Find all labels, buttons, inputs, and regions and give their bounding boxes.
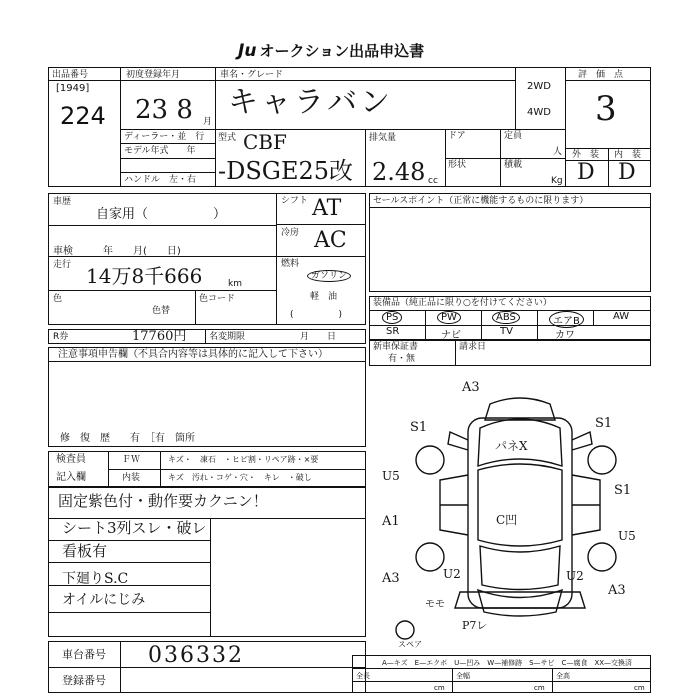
damage-label-rr-a3: A3: [608, 583, 626, 598]
displacement-value: 2.48: [372, 158, 426, 186]
interior-value: D: [618, 160, 636, 185]
notes-block: [48, 347, 366, 447]
note-line-1: 固定紫色付・動作要カクニン！: [58, 492, 268, 510]
new-car-warranty-label: 新車保証書: [373, 342, 419, 352]
damage-label-rear-p7: P7レ: [462, 619, 488, 632]
exterior-value: D: [577, 160, 595, 185]
recorder-label: 記入欄: [56, 472, 86, 483]
chassis-value: 036332: [148, 643, 244, 668]
dealer-label: ディーラー・並 行: [124, 132, 205, 142]
repair-label: 修 復 歴 有 ［有 箇所: [60, 433, 195, 444]
handle-label: ハンドル 左・右: [124, 175, 197, 185]
size-length-unit: cm: [434, 684, 445, 692]
fuel-label: 燃料: [281, 259, 300, 269]
first-reg-label: 初度登録年月: [126, 70, 181, 80]
caution-label: 注意事項申告欄（不具合内容等は具体的に記入して下さい）: [58, 349, 328, 360]
fw-items: キズ・ 凍石 ・ヒビ割・リペア跡・×要: [168, 455, 319, 464]
damage-label-rear-mm: モモ: [425, 599, 445, 610]
ju-logo: Ju: [238, 41, 257, 61]
interior-sub-label: 内装: [122, 473, 141, 483]
capacity-label: 定員: [504, 131, 523, 141]
grade-label: 評 価 点: [578, 70, 624, 80]
fuel-bracket: ( ): [290, 310, 343, 320]
damage-label-rr-u2: U2: [566, 569, 584, 583]
displacement-label: 排気量: [369, 133, 397, 143]
note-line-2: シート3列スレ・破レ: [62, 519, 207, 537]
warranty-options: 有・無: [388, 354, 416, 364]
color-code-label: 色コード: [199, 294, 236, 304]
aircon-label: 冷房: [281, 228, 300, 238]
note-line-4: 下廻りS.C: [62, 571, 129, 587]
damage-label-left-a1: A1: [382, 514, 400, 529]
note-line-5: オイルにじみ: [62, 592, 146, 608]
lot-number: 224: [60, 102, 106, 130]
fuel-light-oil: 軽 油: [310, 292, 338, 302]
equipment-label: 装備品（純正品に限り○を付けてください）: [373, 298, 552, 308]
chassis-label: 車台番号: [62, 648, 106, 661]
damage-label-right-u5: U5: [618, 529, 636, 543]
equip-airbag: エアB: [549, 311, 584, 328]
load-label: 積載: [504, 160, 523, 170]
equip-abs: ABS: [492, 311, 520, 324]
vehicle-damage-diagram: [380, 380, 660, 640]
damage-label-hood: パネX: [495, 439, 528, 453]
fw-label: ＦＷ: [122, 455, 141, 465]
damage-legend: A—キズ E—エクボ U—凹み W—補修跡 S—サビ C—腐食 XX—交換済: [382, 659, 633, 667]
sales-point-label: セールスポイント（正常に機能するものに限ります）: [373, 196, 589, 206]
shift-value: AT: [312, 196, 342, 221]
car-name-label: 車名・グレード: [220, 70, 284, 80]
damage-label-fr-s1: S1: [595, 416, 613, 431]
color-label: 色: [53, 294, 63, 304]
inspection-label: 車検 年 月( 日): [53, 246, 181, 257]
recycle-label: R券: [53, 332, 69, 342]
lot-sub: [1949]: [56, 83, 90, 94]
form-title-text: オークション出品申込書: [259, 42, 425, 60]
vehicle-history-label: 車歴: [53, 197, 72, 207]
type-value-line1: CBF: [243, 130, 287, 154]
damage-label-fl-s1: S1: [410, 420, 428, 435]
size-length-label: 全長: [356, 672, 370, 680]
damage-label-rl-a3: A3: [382, 571, 400, 586]
color-change-label: 色替: [152, 306, 171, 316]
lot-label: 出品番号: [52, 70, 89, 80]
size-height-label: 全高: [556, 672, 570, 680]
name-change-unit: 月 日: [300, 332, 337, 342]
damage-label-left-u5: U5: [382, 469, 400, 483]
equip-navi: ナビ: [441, 330, 461, 341]
type-label: 型式: [218, 133, 237, 143]
note-line-3: 看板有: [62, 542, 108, 560]
equip-tv: TV: [500, 326, 513, 337]
first-reg-value: 23 8: [135, 95, 193, 125]
load-unit: Kg: [551, 176, 563, 186]
registration-label: 登録番号: [62, 674, 106, 687]
name-change-label: 名変期限: [209, 332, 246, 342]
first-reg-month-unit: 月: [203, 117, 213, 127]
grade-value: 3: [595, 89, 617, 129]
drive-4wd: 4WD: [527, 107, 551, 118]
exterior-label: 外 装: [572, 150, 600, 160]
form-title: [238, 40, 424, 61]
equip-ps: PS: [382, 311, 402, 324]
recycle-value: 17760円: [132, 329, 187, 344]
spare-tire-label: スペア: [398, 640, 422, 649]
equip-pw: PW: [437, 311, 461, 324]
interior-label: 内 装: [614, 150, 642, 160]
equip-leather: カワ: [555, 330, 575, 341]
shift-label: シフト: [281, 196, 309, 206]
model-year-label: モデル年式 年: [124, 146, 196, 156]
aircon-value: AC: [314, 228, 347, 253]
mileage-unit: km: [228, 279, 242, 289]
size-width-unit: cm: [534, 684, 545, 692]
equip-aw: AW: [613, 311, 630, 322]
size-height-unit: cm: [634, 684, 645, 692]
damage-label-right-s1: S1: [614, 483, 632, 498]
capacity-unit: 人: [553, 147, 563, 157]
car-name-value: キャラバン: [228, 85, 393, 120]
mileage-value: 14万8千666: [86, 264, 203, 288]
inspector-label: 検査員: [56, 454, 86, 465]
vehicle-history-value: 自家用（ ）: [96, 207, 227, 222]
equip-sr: SR: [386, 326, 400, 337]
drive-2wd: 2WD: [527, 81, 551, 92]
damage-label-front: A3: [462, 380, 480, 395]
damage-label-rl-u2: U2: [443, 567, 461, 581]
type-value-line2: -DSGE25改: [218, 157, 354, 185]
interior-items: キズ 汚れ・コゲ・穴・ キレ ・破し: [168, 473, 312, 482]
size-width-label: 全幅: [456, 672, 470, 680]
shape-label: 形状: [448, 160, 467, 170]
fuel-value: ガソリン: [307, 270, 351, 282]
warranty-other-label: 請求日: [459, 342, 487, 352]
displacement-unit: cc: [428, 176, 438, 186]
door-label: ドア: [448, 131, 466, 141]
damage-label-roof: C凹: [496, 513, 518, 527]
mileage-label: 走行: [53, 260, 72, 270]
